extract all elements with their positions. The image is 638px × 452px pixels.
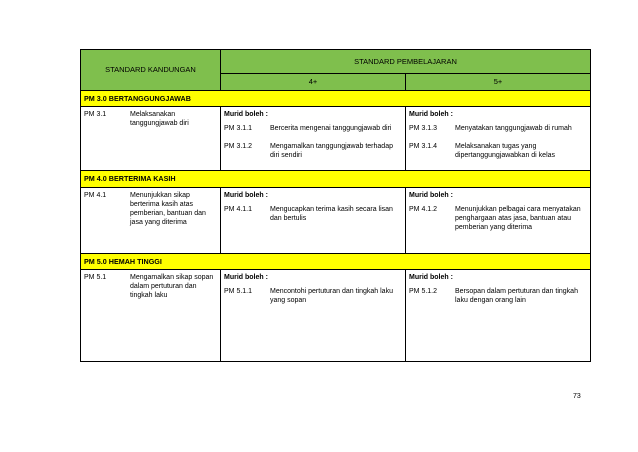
learning-item bbox=[409, 205, 587, 232]
learning-code: PM 3.1.1 bbox=[224, 125, 253, 133]
level-4-cell bbox=[221, 270, 406, 362]
level-5-cell bbox=[406, 107, 591, 171]
learning-text: Mengamalkan tanggungjawab terhadap diri sendiri bbox=[270, 142, 393, 159]
murid-boleh-label: Murid boleh : bbox=[409, 111, 453, 119]
learning-code: PM 4.1.1 bbox=[224, 205, 253, 213]
curriculum-table bbox=[80, 49, 591, 362]
sk-code: PM 4.1 bbox=[84, 191, 107, 199]
learning-text: Melaksanakan tugas yang dipertanggungjawabkan di kelas bbox=[455, 142, 556, 159]
sk-text: Mengamalkan sikap sopan dalam pertuturan dan tingkah laku bbox=[130, 274, 214, 300]
sk-code: PM 3.1 bbox=[84, 111, 107, 119]
level-4-header: 4+ bbox=[221, 74, 406, 91]
learning-code: PM 4.1.2 bbox=[409, 205, 438, 213]
standard-kandungan-cell bbox=[81, 270, 221, 362]
murid-boleh-label: Murid boleh : bbox=[409, 191, 453, 199]
section-band: PM 5.0 HEMAH TINGGI bbox=[81, 253, 591, 269]
learning-item bbox=[224, 124, 402, 133]
learning-code: PM 3.1.4 bbox=[409, 142, 438, 150]
learning-text: Mengucapkan terima kasih secara lisan dan bertulis bbox=[270, 205, 393, 222]
header-row-top bbox=[81, 50, 591, 74]
standard-kandungan-cell bbox=[81, 187, 221, 253]
learning-text: Menyatakan tanggungjawab di rumah bbox=[455, 125, 572, 133]
section-band-row bbox=[81, 91, 591, 107]
standard-kandungan-header: STANDARD KANDUNGAN bbox=[81, 50, 221, 91]
sk-text: Menunjukkan sikap berterima kasih atas pemberian, bantuan dan jasa yang diterima bbox=[130, 191, 206, 226]
murid-boleh-label: Murid boleh : bbox=[224, 111, 268, 119]
learning-code: PM 5.1.1 bbox=[224, 288, 253, 296]
section-band-row bbox=[81, 253, 591, 269]
learning-item bbox=[409, 142, 587, 160]
learning-text: Mencontohi pertuturan dan tingkah laku yang sopan bbox=[270, 288, 393, 305]
learning-code: PM 5.1.2 bbox=[409, 288, 438, 296]
learning-text: Menunjukkan pelbagai cara menyatakan penghargaan atas jasa, bantuan atau pemberian yang diterima bbox=[455, 205, 581, 231]
section-content-row bbox=[81, 270, 591, 362]
level-5-cell bbox=[406, 270, 591, 362]
murid-boleh-label: Murid boleh : bbox=[409, 274, 453, 282]
murid-boleh-label: Murid boleh : bbox=[224, 274, 268, 282]
learning-item bbox=[224, 205, 402, 223]
learning-text: Bercerita mengenai tanggungjawab diri bbox=[270, 125, 392, 133]
learning-item bbox=[224, 287, 402, 305]
section-band: PM 4.0 BERTERIMA KASIH bbox=[81, 171, 591, 187]
learning-item bbox=[409, 124, 587, 133]
section-band: PM 3.0 BERTANGGUNGJAWAB bbox=[81, 91, 591, 107]
learning-item bbox=[409, 287, 587, 305]
learning-item bbox=[224, 142, 402, 160]
section-content-row bbox=[81, 107, 591, 171]
standard-kandungan-cell bbox=[81, 107, 221, 171]
murid-boleh-label: Murid boleh : bbox=[224, 191, 268, 199]
learning-code: PM 3.1.3 bbox=[409, 125, 438, 133]
section-band-row bbox=[81, 171, 591, 187]
level-5-cell bbox=[406, 187, 591, 253]
learning-text: Bersopan dalam pertuturan dan tingkah laku dengan orang lain bbox=[455, 288, 578, 305]
sk-code: PM 5.1 bbox=[84, 274, 107, 282]
page-number: 73 bbox=[573, 393, 581, 400]
standard-pembelajaran-header: STANDARD PEMBELAJARAN bbox=[221, 50, 591, 74]
level-4-cell bbox=[221, 187, 406, 253]
learning-code: PM 3.1.2 bbox=[224, 142, 253, 150]
level-5-header: 5+ bbox=[406, 74, 591, 91]
sk-text: Melaksanakan tanggungjawab diri bbox=[130, 111, 189, 128]
section-content-row bbox=[81, 187, 591, 253]
level-4-cell bbox=[221, 107, 406, 171]
